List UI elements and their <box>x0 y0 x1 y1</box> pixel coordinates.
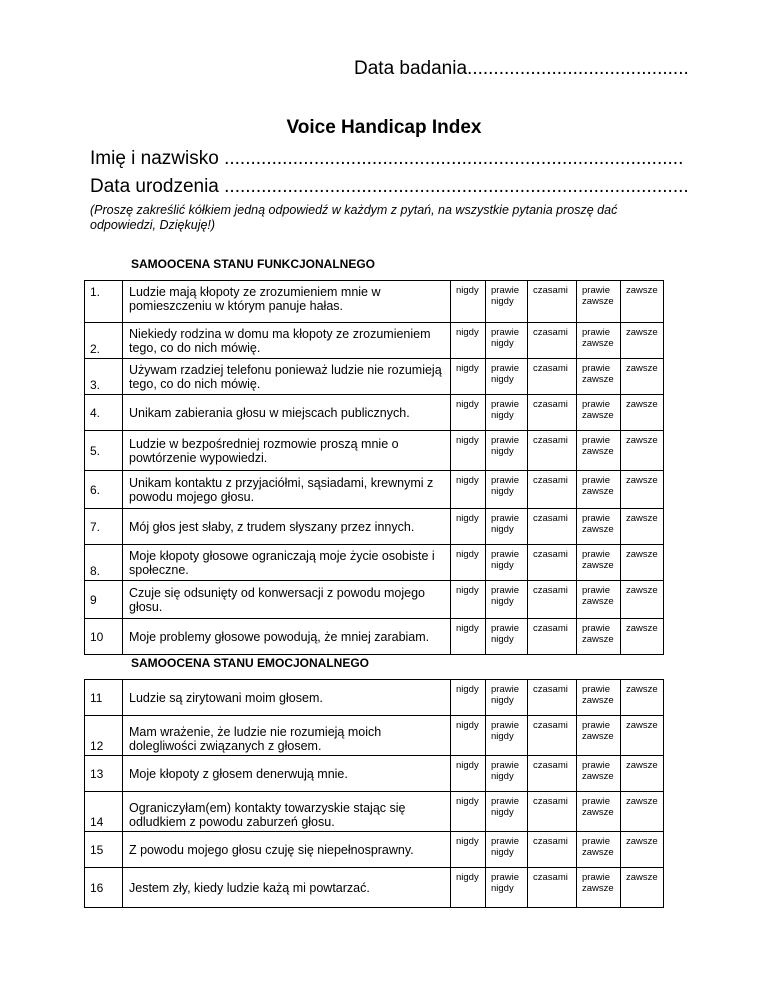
question-row <box>85 281 664 323</box>
option-prawie-nigdy[interactable]: prawie nigdy <box>486 545 528 581</box>
option-zawsze[interactable]: zawsze <box>621 471 664 509</box>
option-prawie-zawsze[interactable]: prawie zawsze <box>577 323 621 359</box>
question-row <box>85 509 664 545</box>
option-zawsze[interactable]: zawsze <box>621 395 664 431</box>
option-nigdy[interactable]: nigdy <box>451 281 486 323</box>
option-czasami[interactable]: czasami <box>528 431 577 471</box>
option-nigdy[interactable]: nigdy <box>451 545 486 581</box>
question-row <box>85 323 664 359</box>
name-field: Imię i nazwisko ....................................................................................... <box>90 148 684 169</box>
option-prawie-zawsze[interactable]: prawie zawsze <box>577 832 621 868</box>
option-nigdy[interactable]: nigdy <box>451 619 486 655</box>
option-czasami[interactable]: czasami <box>528 545 577 581</box>
option-zawsze[interactable]: zawsze <box>621 581 664 619</box>
option-prawie-nigdy[interactable]: prawie nigdy <box>486 395 528 431</box>
option-czasami[interactable]: czasami <box>528 359 577 395</box>
option-nigdy[interactable]: nigdy <box>451 680 486 716</box>
option-nigdy[interactable]: nigdy <box>451 832 486 868</box>
question-text: Ograniczyłam(em) kontakty towarzyskie stając się odludkiem z powodu zaburzeń głosu. <box>123 792 451 832</box>
option-zawsze[interactable]: zawsze <box>621 680 664 716</box>
option-zawsze[interactable]: zawsze <box>621 619 664 655</box>
page-title: Voice Handicap Index <box>286 117 482 138</box>
option-nigdy[interactable]: nigdy <box>451 716 486 756</box>
option-prawie-nigdy[interactable]: prawie nigdy <box>486 509 528 545</box>
option-zawsze[interactable]: zawsze <box>621 756 664 792</box>
option-prawie-nigdy[interactable]: prawie nigdy <box>486 832 528 868</box>
option-prawie-nigdy[interactable]: prawie nigdy <box>486 868 528 908</box>
section-title-functional: SAMOOCENA STANU FUNKCJONALNEGO <box>131 257 376 271</box>
question-number: 5. <box>85 431 123 471</box>
option-czasami[interactable]: czasami <box>528 581 577 619</box>
instructions: (Proszę zakreślić kółkiem jedną odpowiedź w każdym z pytań, na wszystkie pytania proszę dać odpowiedzi, Dziękuję!) <box>90 203 618 232</box>
option-nigdy[interactable]: nigdy <box>451 359 486 395</box>
question-row <box>85 545 664 581</box>
question-text: Niekiedy rodzina w domu ma kłopoty ze zrozumieniem tego, co do nich mówię. <box>123 323 451 359</box>
option-prawie-nigdy[interactable]: prawie nigdy <box>486 281 528 323</box>
option-zawsze[interactable]: zawsze <box>621 832 664 868</box>
option-prawie-nigdy[interactable]: prawie nigdy <box>486 716 528 756</box>
question-number: 6. <box>85 471 123 509</box>
question-row <box>85 359 664 395</box>
question-text: Mam wrażenie, że ludzie nie rozumieją moich dolegliwości związanych z głosem. <box>123 716 451 756</box>
option-zawsze[interactable]: zawsze <box>621 716 664 756</box>
question-text: Moje problemy głosowe powodują, że mniej zarabiam. <box>123 619 451 655</box>
question-row <box>85 680 664 716</box>
option-czasami[interactable]: czasami <box>528 619 577 655</box>
option-zawsze[interactable]: zawsze <box>621 868 664 908</box>
option-nigdy[interactable]: nigdy <box>451 471 486 509</box>
option-prawie-nigdy[interactable]: prawie nigdy <box>486 680 528 716</box>
option-nigdy[interactable]: nigdy <box>451 509 486 545</box>
option-czasami[interactable]: czasami <box>528 471 577 509</box>
option-czasami[interactable]: czasami <box>528 756 577 792</box>
question-number: 8. <box>85 545 123 581</box>
question-row <box>85 471 664 509</box>
option-nigdy[interactable]: nigdy <box>451 323 486 359</box>
question-number: 1. <box>85 281 123 323</box>
option-prawie-zawsze[interactable]: prawie zawsze <box>577 431 621 471</box>
option-czasami[interactable]: czasami <box>528 832 577 868</box>
option-prawie-nigdy[interactable]: prawie nigdy <box>486 431 528 471</box>
question-row <box>85 581 664 619</box>
option-prawie-zawsze[interactable]: prawie zawsze <box>577 471 621 509</box>
option-czasami[interactable]: czasami <box>528 716 577 756</box>
option-prawie-nigdy[interactable]: prawie nigdy <box>486 792 528 832</box>
question-text: Z powodu mojego głosu czuję się niepełnosprawny. <box>123 832 451 868</box>
option-nigdy[interactable]: nigdy <box>451 395 486 431</box>
option-czasami[interactable]: czasami <box>528 323 577 359</box>
question-number: 7. <box>85 509 123 545</box>
option-prawie-zawsze[interactable]: prawie zawsze <box>577 545 621 581</box>
emotional-questions-table <box>84 679 664 908</box>
option-nigdy[interactable]: nigdy <box>451 868 486 908</box>
option-prawie-nigdy[interactable]: prawie nigdy <box>486 581 528 619</box>
question-number: 15 <box>85 832 123 868</box>
question-number: 11 <box>85 680 123 716</box>
option-zawsze[interactable]: zawsze <box>621 509 664 545</box>
question-text: Moje kłopoty głosowe ograniczają moje życie osobiste i społeczne. <box>123 545 451 581</box>
option-prawie-zawsze[interactable]: prawie zawsze <box>577 619 621 655</box>
question-number: 14 <box>85 792 123 832</box>
question-text: Ludzie w bezpośredniej rozmowie proszą mnie o powtórzenie wypowiedzi. <box>123 431 451 471</box>
option-nigdy[interactable]: nigdy <box>451 431 486 471</box>
question-text: Mój głos jest słaby, z trudem słyszany przez innych. <box>123 509 451 545</box>
option-zawsze[interactable]: zawsze <box>621 323 664 359</box>
option-prawie-zawsze[interactable]: prawie zawsze <box>577 792 621 832</box>
option-czasami[interactable]: czasami <box>528 680 577 716</box>
option-nigdy[interactable]: nigdy <box>451 792 486 832</box>
option-zawsze[interactable]: zawsze <box>621 792 664 832</box>
question-text: Moje kłopoty z głosem denerwują mnie. <box>123 756 451 792</box>
question-row <box>85 716 664 756</box>
option-nigdy[interactable]: nigdy <box>451 756 486 792</box>
functional-questions-table <box>84 280 664 655</box>
question-row <box>85 395 664 431</box>
option-czasami[interactable]: czasami <box>528 395 577 431</box>
exam-date-field: Data badania.......................................... <box>354 58 689 79</box>
option-prawie-nigdy[interactable]: prawie nigdy <box>486 323 528 359</box>
question-number: 16 <box>85 868 123 908</box>
option-prawie-zawsze[interactable]: prawie zawsze <box>577 581 621 619</box>
option-prawie-zawsze[interactable]: prawie zawsze <box>577 756 621 792</box>
question-text: Używam rzadziej telefonu ponieważ ludzie nie rozumieją tego, co do nich mówię. <box>123 359 451 395</box>
question-row <box>85 792 664 832</box>
question-number: 12 <box>85 716 123 756</box>
option-prawie-nigdy[interactable]: prawie nigdy <box>486 756 528 792</box>
option-prawie-zawsze[interactable]: prawie zawsze <box>577 395 621 431</box>
question-row <box>85 756 664 792</box>
option-prawie-zawsze[interactable]: prawie zawsze <box>577 868 621 908</box>
section-title-emotional: SAMOOCENA STANU EMOCJONALNEGO <box>131 656 370 670</box>
option-prawie-nigdy[interactable]: prawie nigdy <box>486 619 528 655</box>
question-text: Unikam zabierania głosu w miejscach publicznych. <box>123 395 451 431</box>
question-number: 9 <box>85 581 123 619</box>
option-prawie-zawsze[interactable]: prawie zawsze <box>577 359 621 395</box>
option-czasami[interactable]: czasami <box>528 868 577 908</box>
question-text: Unikam kontaktu z przyjaciółmi, sąsiadami, krewnymi z powodu mojego głosu. <box>123 471 451 509</box>
option-prawie-zawsze[interactable]: prawie zawsze <box>577 509 621 545</box>
question-text: Czuje się odsunięty od konwersacji z powodu mojego głosu. <box>123 581 451 619</box>
question-text: Jestem zły, kiedy ludzie każą mi powtarzać. <box>123 868 451 908</box>
option-prawie-zawsze[interactable]: prawie zawsze <box>577 680 621 716</box>
option-czasami[interactable]: czasami <box>528 509 577 545</box>
option-prawie-zawsze[interactable]: prawie zawsze <box>577 716 621 756</box>
option-zawsze[interactable]: zawsze <box>621 359 664 395</box>
option-zawsze[interactable]: zawsze <box>621 545 664 581</box>
option-prawie-nigdy[interactable]: prawie nigdy <box>486 359 528 395</box>
question-row <box>85 832 664 868</box>
option-nigdy[interactable]: nigdy <box>451 581 486 619</box>
option-czasami[interactable]: czasami <box>528 281 577 323</box>
birth-date-field: Data urodzenia ........................................................................................ <box>90 176 689 197</box>
option-zawsze[interactable]: zawsze <box>621 281 664 323</box>
option-prawie-nigdy[interactable]: prawie nigdy <box>486 471 528 509</box>
question-row <box>85 431 664 471</box>
question-number: 4. <box>85 395 123 431</box>
question-number: 3. <box>85 359 123 395</box>
question-text: Ludzie mają kłopoty ze zrozumieniem mnie w pomieszczeniu w którym panuje hałas. <box>123 281 451 323</box>
question-number: 10 <box>85 619 123 655</box>
question-text: Ludzie są zirytowani moim głosem. <box>123 680 451 716</box>
question-number: 2. <box>85 323 123 359</box>
option-zawsze[interactable]: zawsze <box>621 431 664 471</box>
option-prawie-zawsze[interactable]: prawie zawsze <box>577 281 621 323</box>
question-number: 13 <box>85 756 123 792</box>
question-row <box>85 868 664 908</box>
option-czasami[interactable]: czasami <box>528 792 577 832</box>
question-row <box>85 619 664 655</box>
